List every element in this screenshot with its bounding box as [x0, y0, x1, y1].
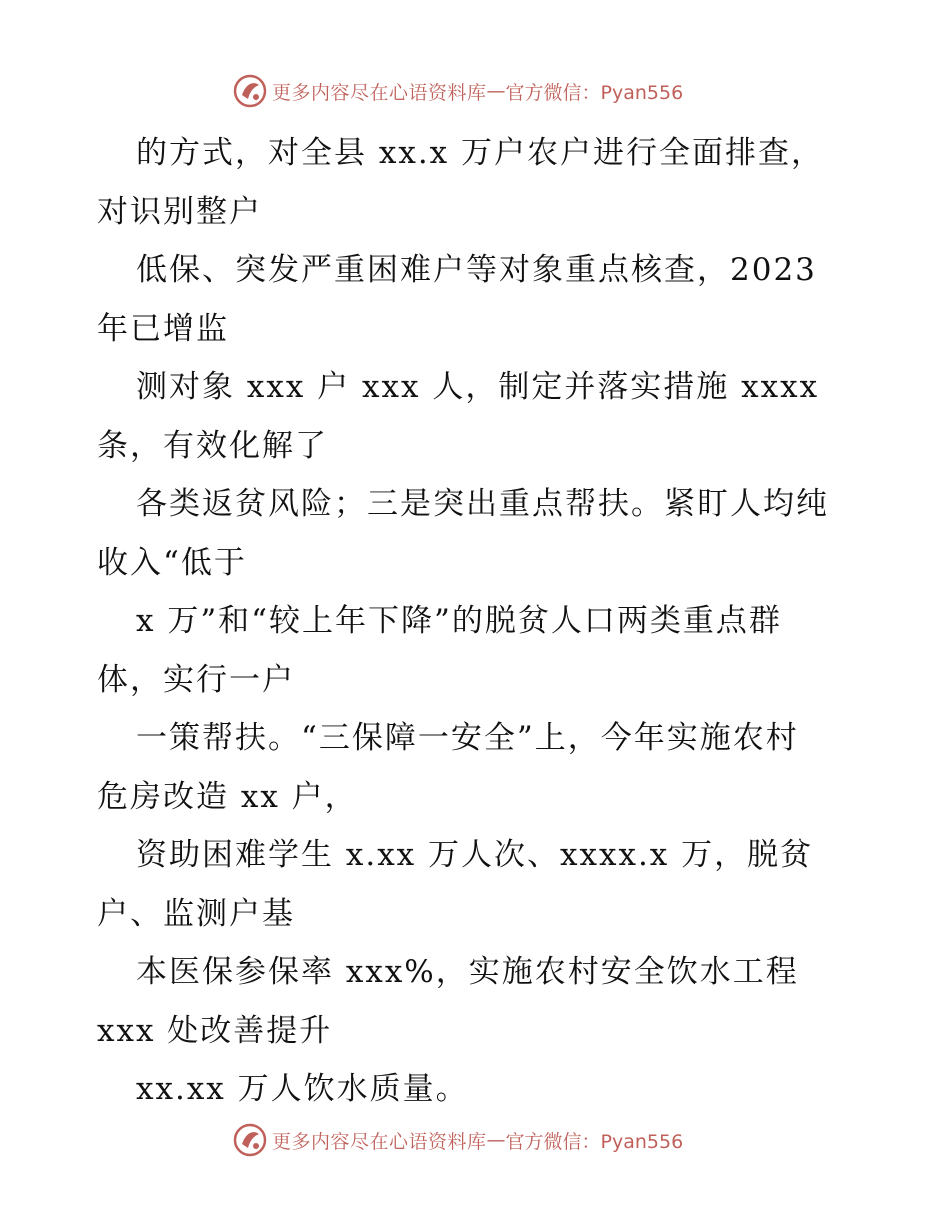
header-watermark — [232, 71, 683, 111]
watermark-wechat: 官方微信：Pyan556 — [505, 81, 684, 104]
flower-seal-icon — [232, 1122, 268, 1158]
watermark-wechat: 官方微信：Pyan556 — [505, 1130, 684, 1153]
text-line: 测对象 xxx 户 xxx 人，制定并落实措施 xxxx — [136, 369, 820, 405]
text-line: 资助困难学生 x.xx 万人次、xxxx.x 万，脱贫 — [136, 837, 814, 873]
text-line: 体，实行一户 — [97, 661, 295, 698]
text-line: 本医保参保率 xxx%，实施农村安全饮水工程 — [136, 954, 799, 990]
text-line: xx.xx 万人饮水质量。 — [136, 1071, 469, 1107]
text-line: 一策帮扶。“三保障一安全”上，今年实施农村 — [136, 720, 799, 756]
watermark-separator: — — [486, 80, 506, 102]
text-line: 收入“低于 — [97, 544, 247, 581]
text-line: 的方式，对全县 xx.x 万户农户进行全面排查， — [136, 135, 825, 171]
text-line: 对识别整户 — [97, 193, 262, 230]
flower-seal-icon — [232, 73, 268, 109]
text-line: 条，有效化解了 — [97, 427, 328, 464]
text-line: x 万”和“较上年下降”的脱贫人口两类重点群 — [136, 603, 782, 639]
text-line: 低保、突发严重困难户等对象重点核查，2023 — [136, 252, 817, 288]
footer-watermark — [232, 1120, 683, 1160]
text-line: 户、监测户基 — [97, 895, 295, 932]
text-line: xxx 处改善提升 — [97, 1012, 333, 1049]
watermark-text: 更多内容尽在心语资料库 — [272, 1130, 487, 1153]
watermark-separator: — — [486, 1129, 506, 1151]
document-body — [97, 124, 857, 1119]
text-line: 年已增监 — [97, 310, 229, 347]
text-line: 各类返贫风险；三是突出重点帮扶。紧盯人均纯 — [136, 486, 829, 522]
text-line: 危房改造 xx 户， — [97, 778, 358, 815]
watermark-text: 更多内容尽在心语资料库 — [272, 81, 487, 104]
